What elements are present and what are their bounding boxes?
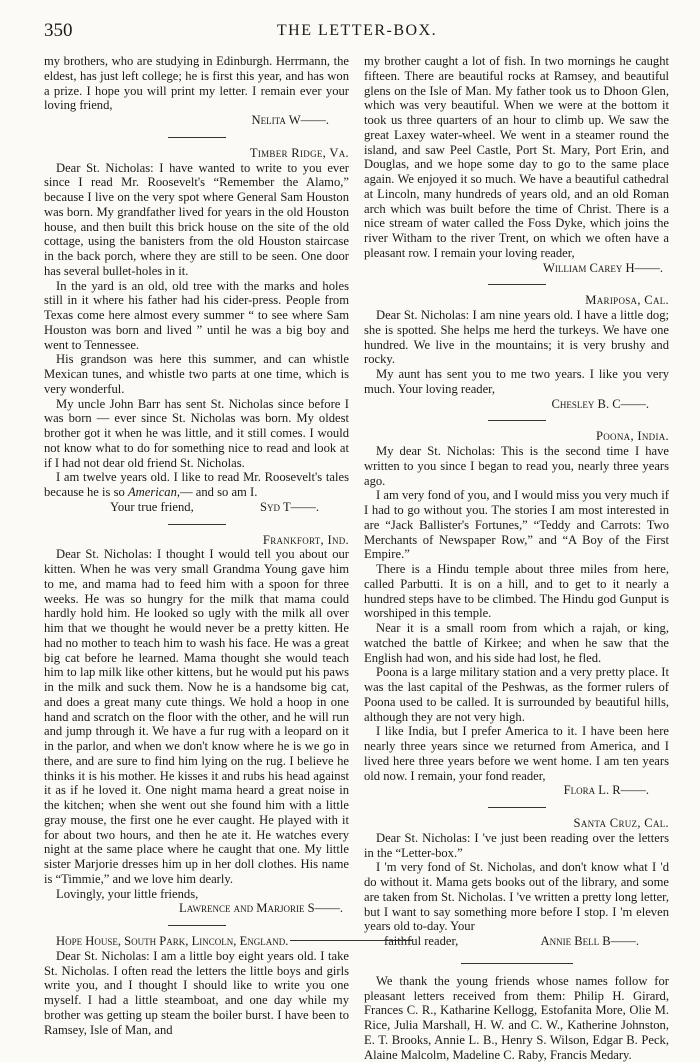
left-column — [44, 54, 349, 1037]
page-header — [44, 20, 670, 44]
letter-closing: Your true friend, — [110, 499, 194, 514]
letter-place-date: Santa Cruz, Cal. — [573, 816, 669, 830]
letter-paragraph: My aunt has sent you to me two years. I like you very much. Your loving reader, — [364, 367, 669, 396]
letter-divider — [168, 137, 226, 138]
letter-paragraph: Poona is a large military station and a very pretty place. It was the last capital of the Peshwas, as the former rulers of Poona used to be called. It is surrounded by beautiful hills, although they are not very high. — [364, 665, 669, 724]
letter-place-date: Poona, India. — [595, 429, 669, 444]
letter-closing-row — [44, 500, 349, 515]
letter-paragraph: I am twelve years old. I like to read Mr. Roosevelt's tales because he is so American,— and so am I. — [44, 470, 349, 499]
letter-paragraph: There is a Hindu temple about three miles from here, called Parbutti. It is on a hill, and to get to it nearly a hundred steps have to be climbed. The Hindu god Gunput is worshiped in this temple. — [364, 562, 669, 621]
letter-signature: William Carey H——. — [542, 260, 663, 275]
letter-closing: Lovingly, your little friends, — [56, 886, 199, 901]
letter-paragraph: I am very fond of you, and I would miss you very much if I had to go without you. The stories I am most interested in are “Jack Ballister's Fortunes,” “Teddy and Carrots: Two Merchants of Newspaper Row,” and “A Boy of the First Empire.” — [364, 488, 669, 562]
letter-divider — [168, 925, 226, 926]
letter-paragraph: My uncle John Barr has sent St. Nicholas since before I was born — ever since St. Nicholas was born. My oldest brother got it when he was little, and it still comes. I would not know what to do for something nice to read and look at if I had not dear old friend St. Nicholas. — [44, 396, 349, 470]
letter-paragraph: Dear St. Nicholas: I have wanted to write to you ever since I read Mr. Roosevelt's “Remember the Alamo,” because I live on the very spot where General Sam Houston was born. My grandfather lived for years in the old Houston house, and then built this brick house on the site of the old cottage, using the banisters from the old Houston staircase in the back porch, where they are still to be seen. One door has several bullet-holes in it. — [44, 160, 349, 278]
letter-closing: faithful reader, — [384, 934, 459, 948]
letter-place-date: Hope House, South Park, Lincoln, England. — [56, 934, 289, 948]
letter-signature: Nelita W——. — [251, 113, 329, 127]
letter-place-date: Mariposa, Cal. — [585, 293, 669, 308]
letter-continuation: my brother caught a lot of fish. In two mornings he caught fifteen. There are beautiful rocks at Ramsey, and beautiful glens on the Isle of Man. My father took us to Dhoon Glen, which was very beautiful. When we were at the bottom it took us three quarters of an hour to climb up. We saw the great Laxey water-wheel. We went in a steamer round the island, and saw Peel Castle, Port St. Mary, Port Erin, and Douglas, and we hope some day to go to the same place again. We enjoyed it so much. We have a beautiful cathedral at Lincoln, many hundreds of years old, and an old Roman arch which was built before the time of Christ. There is a nice stream of water called the Foss Dyke, which joins the river Witham to the river Trent, on which we often have a pleasant row. I remain your loving reader, — [364, 54, 669, 260]
letter-divider — [488, 420, 546, 421]
page-end-rule — [290, 940, 412, 941]
letter-signature: Chesley B. C——. — [551, 396, 649, 411]
running-title: THE LETTER-BOX. — [276, 22, 438, 39]
letter-paragraph: I 'm very fond of St. Nicholas, and don't know what I 'd do without it. Mama gets books out of the library, and some are taken from St. Nicholas. I 've written a pretty long letter, but I want to say something more before I stop. I 'm eleven years old to-day. Your — [364, 860, 669, 934]
letter-signature: Annie Bell B——. — [540, 934, 639, 948]
letter-paragraph: Dear St. Nicholas: I 've just been reading over the letters in the “Letter-box.” — [364, 830, 669, 860]
letter-paragraph: My dear St. Nicholas: This is the second time I have written to you since I began to read you, nearly three years ago. — [364, 444, 669, 488]
letter-divider — [488, 807, 546, 808]
section-divider — [461, 963, 573, 964]
letter-signature: Syd T——. — [260, 499, 319, 514]
right-column — [364, 54, 669, 1062]
letter-paragraph: His grandson was here this summer, and can whistle Mexican tunes, and whistle two parts at one time, which is very wonderful. — [44, 352, 349, 396]
letter-paragraph: In the yard is an old, old tree with the marks and holes still in it where his father had his cider-press. People from Texas come here almost every summer “ to see where Sam Houston was born and lived ” until he was a big boy and went to Tennessee. — [44, 278, 349, 352]
letter-paragraph: Near it is a small room from which a rajah, or king, watched the battle of Kirkee; and when he saw that the English had won, and his side had lost, he fled. — [364, 621, 669, 665]
letter-paragraph: Dear St. Nicholas: I am a little boy eight years old. I take St. Nicholas. I often read the letters the little boys and girls write you, and I thought I should like to write you one myself. I had a little steamboat, and one day while my brother was getting up steam the boiler burst. I have been to Ramsey, Isle of Man, and — [44, 948, 349, 1037]
letter-closing-row — [364, 934, 669, 949]
letter-paragraph: Dear St. Nicholas: I am nine years old. I have a little dog; she is spotted. She helps me herd the turkeys. We have one hundred. We live in the mountains; it is very brushy and rocky. — [364, 308, 669, 367]
letter-paragraph: Dear St. Nicholas: I thought I would tell you about our kitten. When he was very small Grandma Young gave him to me, and mama had to feed him with a spoon for three weeks. He was so hungry for the milk that mama could hardly hold him. He looked so ugly with the milk all over him that we thought he would never be a pretty kitten. He had no mother to teach him to wash his face. He was a great big cat before he learned. Mama thought she would teach him to lap milk like other kittens, but he would put his paws in the milk and suck them. Now he is a handsome big cat, and does a great many cute things. We hold a hoop in one hand and scratch on the floor with the other, and he will run and jump through it. We have a fur rug with a leopard on it in the parlor, and when we don't know where he is we go in there, and are sure to find him lying on the rug. I believe he thinks it is his mother. He kisses it and rubs his head against it as if he loved it. One night mama heard a great noise in the kitchen; when she went out she found him with a little gray mouse, the first one he ever caught. He played with it for about two hours, and then he ate it. He watches every night at the same place where he caught that one. My little sister Marjorie dresses him up in her doll clothes. His name is “Timmie,” and we love him dearly. — [44, 547, 349, 886]
letter-place-date: Timber Ridge, Va. — [249, 145, 349, 160]
letter-divider — [168, 524, 226, 525]
letter-divider — [488, 284, 546, 285]
letter-place-date: Frankfort, Ind. — [262, 532, 349, 547]
letter-signature: Flora L. R——. — [563, 783, 649, 798]
letter-paragraph: I like India, but I prefer America to it. I have been here nearly three years since we returned from America, and I lived here three years before we went home. I am ten years old now. I remain, your fond reader, — [364, 724, 669, 783]
thanks-paragraph: We thank the young friends whose names follow for pleasant letters received from them: Philip H. Girard, Frances C. R., Katharine Kellogg, Estofanita More, Olie M. Rice, Julia Marshall, H. W. and C. W., Katherine Johnston, E. T. Brooks, Annie L. B., Henry S. Wilson, Edgar B. Peck, Alaine Malcolm, Madeline C. Raby, Francis Medary. — [364, 973, 669, 1062]
page-number: 350 — [44, 20, 73, 41]
emphasis-text: American, — [127, 485, 181, 499]
letter-continuation: my brothers, who are studying in Edinburgh. Herrmann, the eldest, has just left college; he is first this year, and has won a prize. I hope you will print my letter. I remain ever your loving friend, — [44, 54, 349, 113]
letter-signature: Lawrence and Marjorie S——. — [179, 901, 343, 916]
